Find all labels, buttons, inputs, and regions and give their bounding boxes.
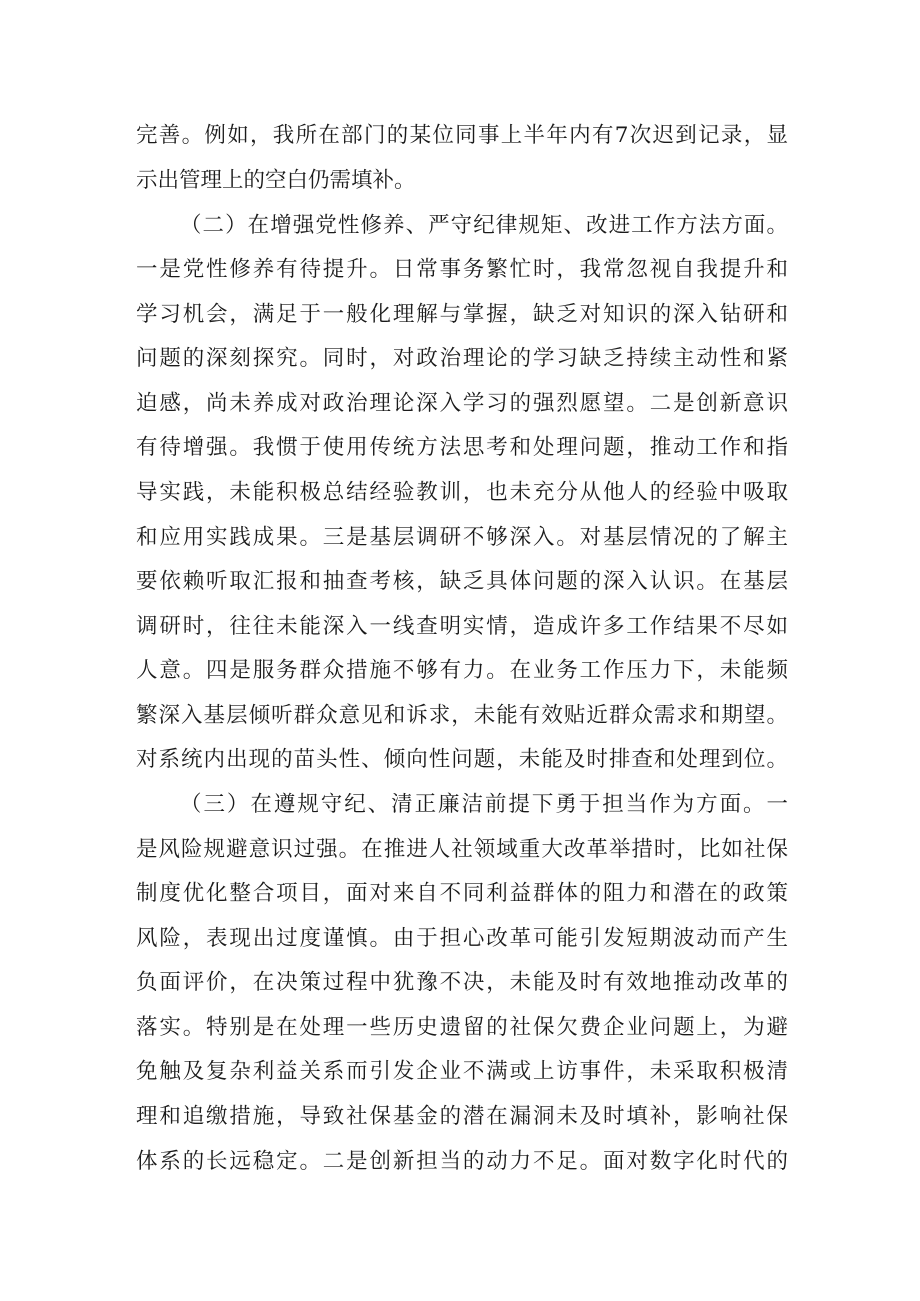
body-text-line: 人意。四是服务群众措施不够有力。在业务工作压力下，未能频 [136,658,788,683]
body-text-line: 有待增强。我惯于使用传统方法思考和处理问题，推动工作和指 [136,435,788,460]
body-text-line: 落实。特别是在处理一些历史遗留的社保欠费企业问题上，为避 [136,1015,788,1040]
body-text-line: 理和追缴措施，导致社保基金的潜在漏洞未及时填补，影响社保 [136,1104,788,1129]
body-text-line: 调研时，往往未能深入一线查明实情，造成许多工作结果不尽如 [136,614,788,639]
body-text-line: 是风险规避意识过强。在推进人社领域重大改革举措时，比如社保 [136,837,788,862]
section-heading-2: （二）在增强党性修养、严守纪律规矩、改进工作方法方面。 [180,213,788,238]
body-text-line: 一是党性修养有待提升。日常事务繁忙时，我常忽视自我提升和 [136,257,788,282]
body-text-line: 制度优化整合项目，面对来自不同利益群体的阻力和潜在的政策 [136,881,788,906]
body-text-line: 免触及复杂利益关系而引发企业不满或上访事件，未采取积极清 [136,1059,788,1084]
body-text-line: 风险，表现出过度谨慎。由于担心改革可能引发短期波动而产生 [136,926,788,951]
body-text-line: 示出管理上的空白仍需填补。 [136,168,416,193]
body-text-line: 和应用实践成果。三是基层调研不够深入。对基层情况的了解主 [136,525,788,550]
body-text-line: 体系的长远稳定。二是创新担当的动力不足。面对数字化时代的 [136,1149,788,1174]
body-text-line: 完善。例如，我所在部门的某位同事上半年内有7次迟到记录，显 [136,123,788,148]
body-text-line: 负面评价，在决策过程中犹豫不决，未能及时有效地推动改革的 [136,970,788,995]
body-text-line: 繁深入基层倾听群众意见和诉求，未能有效贴近群众需求和期望。 [136,703,788,728]
body-text-line: 学习机会，满足于一般化理解与掌握，缺乏对知识的深入钻研和 [136,302,788,327]
body-text-line: 要依赖听取汇报和抽查考核，缺乏具体问题的深入认识。在基层 [136,569,788,594]
section-heading-3: （三）在遵规守纪、清正廉洁前提下勇于担当作为方面。一 [180,792,788,817]
body-text-line: 导实践，未能积极总结经验教训，也未充分从他人的经验中吸取 [136,480,788,505]
body-text-line: 迫感，尚未养成对政治理论深入学习的强烈愿望。二是创新意识 [136,391,788,416]
body-text-line: 对系统内出现的苗头性、倾向性问题，未能及时排查和处理到位。 [136,747,788,772]
body-text-line: 问题的深刻探究。同时，对政治理论的学习缺乏持续主动性和紧 [136,346,788,371]
